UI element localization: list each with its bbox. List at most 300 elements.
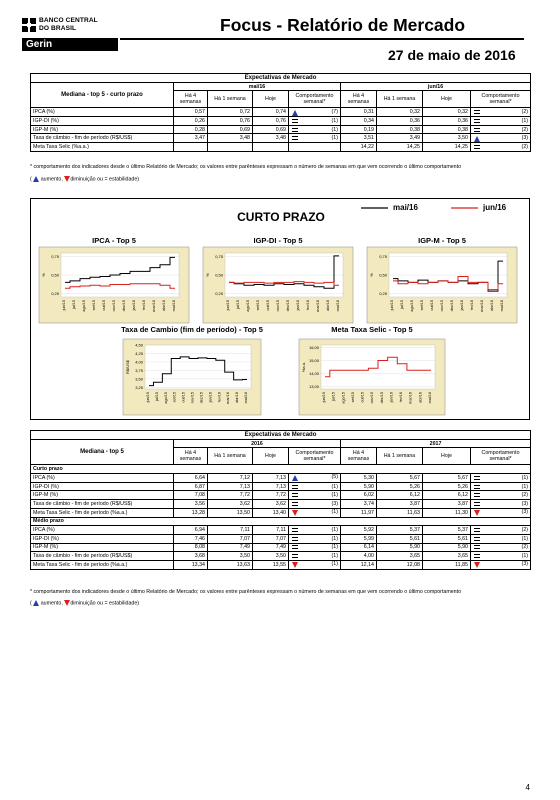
value-cell: 11,97	[341, 508, 377, 517]
unit-label: Gerin	[22, 38, 118, 51]
row-label: Meta Taxa Selic (%a.a.)	[31, 143, 174, 152]
section-row	[31, 465, 531, 474]
equals-icon	[292, 554, 298, 558]
mini-chart-2-xtick-1: jul/15	[400, 300, 404, 310]
weeks-count: (1)	[331, 561, 338, 568]
mini-chart-0-xtick-7: jan/16	[132, 300, 136, 311]
value-cell: 3,62	[208, 500, 253, 509]
section-label: Médio prazo	[31, 517, 531, 526]
row-label: Taxa de câmbio - fim de período (R$/US$)	[31, 134, 174, 143]
weeks-count: (2)	[521, 527, 529, 534]
table-row	[31, 508, 531, 517]
col-header-comp: Comportamento semanal*	[471, 91, 531, 108]
equals-icon	[474, 485, 480, 489]
equals-icon	[474, 545, 480, 549]
table-row	[31, 474, 531, 483]
mini-chart-0-title: IPCA - Top 5	[92, 236, 136, 245]
value-cell: 0,19	[341, 125, 377, 134]
equals-icon	[474, 145, 480, 149]
value-cell: 14,25	[377, 143, 423, 152]
mini-chart-2-xtick-5: nov/15	[440, 300, 444, 312]
mini-chart-3-xtick-6: dez/15	[199, 392, 204, 404]
value-cell: 0,26	[174, 117, 208, 126]
report-date: 27 de maio de 2016	[388, 47, 516, 63]
bank-name-line2: DO BRASIL	[39, 24, 77, 32]
value-cell: 6,12	[377, 491, 423, 500]
mini-chart-2-xtick-0: jun/15	[390, 300, 394, 311]
mini-chart-4-xtick-8: fev/16	[399, 392, 404, 403]
value-cell: 14,22	[341, 143, 377, 152]
weeks-count: (1)	[331, 535, 338, 542]
mini-chart-2-xtick-9: mar/16	[480, 300, 484, 312]
row-label: IGP-M (%)	[31, 125, 174, 134]
value-cell: 7,13	[253, 482, 289, 491]
mini-chart-3-ytick-2: 4,00	[135, 359, 143, 365]
triangle-up-icon	[292, 475, 298, 481]
value-cell: 0,32	[377, 108, 423, 117]
mini-chart-4-xtick-0: jun/15	[322, 392, 326, 403]
value-cell: 5,61	[423, 534, 471, 543]
equals-icon	[292, 128, 298, 132]
value-cell: 5,37	[423, 526, 471, 535]
triangle-down-icon	[292, 562, 298, 568]
legend-increase: aumento,	[40, 600, 63, 607]
legend-increase: aumento,	[40, 176, 63, 183]
short-term-charts-panel	[30, 198, 530, 420]
value-cell: 7,49	[208, 543, 253, 552]
weeks-count: (1)	[521, 535, 529, 542]
value-cell: 5,90	[423, 543, 471, 552]
mini-chart-3-xtick-10: abr/16	[235, 392, 240, 403]
col-header-h1: Há 1 semana	[208, 448, 253, 465]
value-cell: 0,69	[253, 125, 289, 134]
mini-chart-2-title: IGP-M - Top 5	[418, 236, 466, 245]
value-cell: 0,36	[377, 117, 423, 126]
mini-chart-1-title: IGP-DI - Top 5	[253, 236, 303, 245]
triangle-up-icon	[33, 176, 39, 182]
row-label: IGP-DI (%)	[31, 482, 174, 491]
value-cell: 6,87	[174, 482, 208, 491]
bcb-logo	[22, 16, 118, 56]
value-cell: 5,90	[377, 543, 423, 552]
value-cell: 7,08	[174, 491, 208, 500]
mini-chart-4-xtick-4: out/15	[360, 392, 365, 403]
value-cell	[208, 143, 253, 152]
mini-chart-3-xtick-7: jan/16	[208, 392, 213, 403]
mini-chart-0-xtick-10: abr/16	[162, 300, 166, 311]
trend-cell	[471, 134, 531, 143]
value-cell: 0,72	[208, 108, 253, 117]
weeks-count: (1)	[521, 117, 529, 124]
value-cell: 0,34	[341, 117, 377, 126]
weeks-count: (3)	[521, 561, 529, 568]
trend-cell	[289, 143, 341, 152]
mini-chart-3-ylabel: R$/US$	[125, 359, 130, 375]
value-cell: 0,76	[208, 117, 253, 126]
mini-chart-1-xtick-1: jul/15	[236, 300, 240, 310]
mini-chart-0-xtick-8: fev/16	[142, 300, 146, 311]
mini-chart-2-ytick-0: 0,75	[379, 254, 387, 260]
mini-chart-1-xtick-6: dez/15	[286, 300, 290, 312]
table2-footnote: * comportamento dos indicadores desde o último Relatório de Mercado; os valores entre parênteses expressam o número de semanas em que vem ocorrendo o último comportamento	[30, 589, 462, 595]
mini-chart-3-xtick-11: mai/16	[244, 392, 248, 404]
mini-chart-4-xtick-9: mar/16	[408, 392, 413, 404]
value-cell: 7,49	[253, 543, 289, 552]
triangle-up-icon	[33, 600, 39, 606]
mini-chart-0-ylabel: %	[41, 273, 46, 277]
mini-chart-1-xtick-11: mai/16	[336, 300, 340, 312]
trend-cell	[289, 125, 341, 134]
value-cell: 0,74	[253, 108, 289, 117]
mini-chart-4-ylabel: %a.a.	[301, 361, 306, 373]
mini-chart-4-ytick-0: 16,00	[308, 345, 319, 351]
col-header-comp: Comportamento semanal*	[289, 448, 341, 465]
mini-chart-4-ytick-3: 13,00	[308, 383, 319, 389]
mini-chart-1-xtick-3: set/15	[256, 300, 260, 311]
mini-chart-2-xtick-3: set/15	[420, 300, 424, 311]
mini-chart-4-xtick-5: nov/15	[370, 392, 375, 404]
value-cell: 13,34	[174, 560, 208, 569]
mini-chart-0-xtick-6: dez/15	[122, 300, 126, 312]
value-cell: 11,30	[423, 508, 471, 517]
trend-cell	[471, 491, 531, 500]
mini-chart-0-xtick-2: ago/15	[82, 300, 86, 312]
value-cell: 7,11	[208, 526, 253, 535]
table-row	[31, 526, 531, 535]
row-label: Meta Taxa Selic - fim de período (%a.a.)	[31, 560, 174, 569]
trend-cell	[289, 552, 341, 561]
table1-row-header: Mediana - top 5 - curto prazo	[31, 82, 174, 108]
mini-chart-2-ytick-1: 0,50	[379, 272, 387, 278]
col-header-hoje: Hoje	[423, 448, 471, 465]
mini-chart-4-xtick-7: jan/16	[389, 392, 394, 403]
mini-chart-0-ytick-2: 0,25	[51, 290, 59, 296]
value-cell: 13,28	[174, 508, 208, 517]
legend-label-mai16: mai/16	[393, 203, 418, 212]
table2-year-1: 2017	[341, 439, 531, 448]
weeks-count: (1)	[331, 483, 338, 490]
value-cell: 4,00	[341, 552, 377, 561]
row-label: Taxa de câmbio - fim de período (R$/US$)	[31, 552, 174, 561]
mini-chart-4-xtick-3: set/15	[350, 392, 355, 403]
value-cell: 7,72	[253, 491, 289, 500]
weeks-count: (7)	[331, 108, 338, 115]
mini-chart-3-title: Taxa de Cambio (fim de período) - Top 5	[121, 325, 263, 334]
mini-chart-3-xtick-5: nov/15	[190, 392, 195, 404]
trend-cell	[471, 482, 531, 491]
mini-chart-2-xtick-7: jan/16	[460, 300, 464, 311]
weeks-count: (3)	[331, 500, 338, 507]
page-number: 4	[525, 783, 530, 792]
mini-chart-4-xtick-2: ago/15	[341, 392, 346, 404]
equals-icon	[474, 502, 480, 506]
value-cell: 5,90	[341, 482, 377, 491]
value-cell: 11,63	[377, 508, 423, 517]
col-header-hoje: Hoje	[253, 448, 289, 465]
weeks-count: (3)	[521, 500, 529, 507]
trend-cell	[289, 508, 341, 517]
weeks-count: (1)	[331, 553, 338, 560]
row-label: IGP-DI (%)	[31, 534, 174, 543]
table-row	[31, 117, 531, 126]
mini-chart-0-xtick-9: mar/16	[152, 300, 156, 312]
mini-chart-3-ytick-5: 3,25	[135, 384, 143, 390]
mini-chart-3-xtick-9: mar/16	[226, 392, 231, 404]
panel-title: CURTO PRAZO	[237, 210, 325, 224]
trend-cell	[289, 474, 341, 483]
value-cell: 13,40	[253, 508, 289, 517]
trend-cell	[289, 117, 341, 126]
mini-chart-0-xtick-0: jun/15	[62, 300, 66, 311]
col-header-h4: Há 4 semanas	[341, 448, 377, 465]
value-cell: 3,87	[423, 500, 471, 509]
trend-cell	[471, 560, 531, 569]
value-cell: 3,51	[341, 134, 377, 143]
mini-chart-0-xtick-1: jul/15	[72, 300, 76, 310]
mini-chart-4-xtick-11: mai/16	[428, 392, 432, 404]
weeks-count: (3)	[521, 134, 529, 141]
mini-chart-3-ytick-0: 4,50	[135, 342, 143, 348]
mini-chart-1-xtick-5: nov/15	[276, 300, 280, 312]
mini-chart-0-ytick-0: 0,75	[51, 254, 59, 260]
trend-cell	[471, 500, 531, 509]
value-cell: 14,25	[423, 143, 471, 152]
value-cell: 3,47	[174, 134, 208, 143]
value-cell: 3,50	[423, 134, 471, 143]
equals-icon	[474, 476, 480, 480]
value-cell: 7,11	[253, 526, 289, 535]
value-cell: 0,31	[341, 108, 377, 117]
equals-icon	[292, 136, 298, 140]
value-cell: 0,76	[253, 117, 289, 126]
mini-chart-2-ylabel: %	[369, 273, 374, 277]
mini-chart-3-xtick-8: fev/16	[217, 392, 222, 403]
value-cell: 7,13	[208, 482, 253, 491]
table-row	[31, 552, 531, 561]
expectations-table-annual	[30, 430, 531, 570]
col-header-h1: Há 1 semana	[208, 91, 253, 108]
mini-chart-1-xtick-9: mar/16	[316, 300, 320, 312]
value-cell: 13,55	[253, 560, 289, 569]
value-cell: 12,14	[341, 560, 377, 569]
value-cell: 8,08	[174, 543, 208, 552]
value-cell: 5,37	[377, 526, 423, 535]
table-row	[31, 500, 531, 509]
value-cell: 0,69	[208, 125, 253, 134]
value-cell: 6,12	[423, 491, 471, 500]
col-header-hoje: Hoje	[253, 91, 289, 108]
value-cell: 7,13	[253, 474, 289, 483]
value-cell: 3,56	[174, 500, 208, 509]
weeks-count: (1)	[331, 126, 338, 133]
mini-chart-2-xtick-11: mai/16	[500, 300, 504, 312]
mini-chart-1-xtick-4: out/15	[266, 300, 270, 311]
value-cell	[253, 143, 289, 152]
trend-cell	[289, 134, 341, 143]
weeks-count: (1)	[521, 553, 529, 560]
legend-label-jun16: jun/16	[483, 203, 507, 212]
value-cell: 6,64	[174, 474, 208, 483]
table1-period-1: jun/16	[341, 82, 531, 91]
col-header-h1: Há 1 semana	[377, 91, 423, 108]
trend-cell	[289, 491, 341, 500]
row-label: IGP-M (%)	[31, 543, 174, 552]
weeks-count: (1)	[331, 492, 338, 499]
trend-cell	[471, 125, 531, 134]
table-row	[31, 534, 531, 543]
mini-chart-2-ytick-2: 0,25	[379, 290, 387, 296]
weeks-count: (1)	[331, 527, 338, 534]
table-row	[31, 125, 531, 134]
equals-icon	[474, 493, 480, 497]
mini-chart-0-xtick-5: nov/15	[112, 300, 116, 312]
bcb-logo-icon	[22, 18, 36, 32]
mini-chart-2-xtick-8: fev/16	[470, 300, 474, 311]
value-cell: 7,12	[208, 474, 253, 483]
mini-chart-3-xtick-0: jun/15	[146, 392, 150, 403]
equals-icon	[292, 528, 298, 532]
value-cell: 3,65	[377, 552, 423, 561]
equals-icon	[474, 119, 480, 123]
mini-chart-3-ytick-1: 4,25	[135, 350, 143, 356]
weeks-count: (2)	[521, 109, 529, 116]
mini-chart-4-xtick-1: jul/15	[331, 392, 336, 402]
value-cell: 11,85	[423, 560, 471, 569]
table1-footnote: * comportamento dos indicadores desde o último Relatório de Mercado; os valores entre parênteses expressam o número de semanas em que vem ocorrendo o último comportamento	[30, 164, 462, 170]
value-cell: 3,50	[208, 552, 253, 561]
value-cell: 5,61	[377, 534, 423, 543]
weeks-count: (2)	[521, 126, 529, 133]
value-cell: 5,26	[423, 482, 471, 491]
row-label: IGP-DI (%)	[31, 117, 174, 126]
equals-icon	[292, 537, 298, 541]
mini-chart-4-title: Meta Taxa Selic - Top 5	[331, 325, 413, 334]
trend-cell	[289, 534, 341, 543]
value-cell: 0,57	[174, 108, 208, 117]
value-cell: 6,94	[174, 526, 208, 535]
mini-chart-0-xtick-3: set/15	[92, 300, 96, 311]
value-cell: 3,68	[174, 552, 208, 561]
value-cell: 7,07	[253, 534, 289, 543]
legend-decrease: diminuição ou = estabilidade)	[70, 176, 140, 183]
trend-cell	[471, 143, 531, 152]
triangle-up-icon	[292, 110, 298, 116]
page-title: Focus - Relatório de Mercado	[220, 15, 466, 35]
row-label: IPCA (%)	[31, 108, 174, 117]
mini-chart-4-ytick-2: 14,00	[308, 370, 319, 376]
mini-chart-1-xtick-7: jan/16	[296, 300, 300, 311]
value-cell: 7,07	[208, 534, 253, 543]
value-cell: 13,63	[208, 560, 253, 569]
trend-cell	[471, 508, 531, 517]
value-cell: 0,38	[423, 125, 471, 134]
triangle-down-icon	[474, 562, 480, 568]
row-label: IPCA (%)	[31, 526, 174, 535]
mini-chart-2-xtick-10: abr/16	[490, 300, 494, 311]
trend-cell	[289, 108, 341, 117]
weeks-count: (1)	[521, 474, 529, 481]
trend-cell	[471, 534, 531, 543]
mini-chart-4-ytick-1: 15,00	[308, 358, 319, 364]
mini-chart-2-xtick-4: out/15	[430, 300, 434, 311]
weeks-count: (2)	[521, 492, 529, 499]
trend-cell	[289, 500, 341, 509]
mini-chart-4-xtick-10: abr/16	[418, 392, 423, 403]
mini-chart-3-ytick-4: 3,50	[135, 376, 143, 382]
section-label: Curto prazo	[31, 465, 531, 474]
trend-cell	[471, 552, 531, 561]
value-cell: 0,38	[377, 125, 423, 134]
table-row	[31, 134, 531, 143]
equals-icon	[292, 119, 298, 123]
row-label: Meta Taxa Selic - fim de período (%a.a.)	[31, 508, 174, 517]
triangle-up-icon	[474, 136, 480, 142]
value-cell: 12,08	[377, 560, 423, 569]
table1-legend: ( aumento, diminuição ou = estabilidade)	[30, 176, 140, 183]
weeks-count: (2)	[521, 544, 529, 551]
value-cell: 5,67	[423, 474, 471, 483]
weeks-count: (5)	[331, 474, 338, 481]
equals-icon	[292, 493, 298, 497]
weeks-count: (1)	[331, 509, 338, 516]
col-header-h4: Há 4 semanas	[174, 91, 208, 108]
mini-chart-1-xtick-0: jun/15	[226, 300, 230, 311]
equals-icon	[474, 128, 480, 132]
col-header-h4: Há 4 semanas	[174, 448, 208, 465]
value-cell: 7,46	[174, 534, 208, 543]
mini-chart-1-ytick-0: 0,75	[215, 254, 223, 260]
table-row	[31, 482, 531, 491]
weeks-count: (2)	[521, 143, 529, 150]
row-label: IPCA (%)	[31, 474, 174, 483]
equals-icon	[474, 110, 480, 114]
trend-cell	[289, 526, 341, 535]
equals-icon	[474, 537, 480, 541]
value-cell: 13,50	[208, 508, 253, 517]
equals-icon	[474, 528, 480, 532]
value-cell: 5,26	[377, 482, 423, 491]
value-cell: 3,65	[423, 552, 471, 561]
mini-chart-3-xtick-4: out/15	[181, 392, 186, 403]
table-row	[31, 491, 531, 500]
table-row	[31, 143, 531, 152]
weeks-count: (1)	[331, 117, 338, 124]
value-cell	[174, 143, 208, 152]
value-cell: 5,67	[377, 474, 423, 483]
mini-chart-1-xtick-8: fev/16	[306, 300, 310, 311]
table2-year-0: 2016	[174, 439, 341, 448]
table-row	[31, 108, 531, 117]
mini-chart-1-ylabel: %	[205, 273, 210, 277]
section-row	[31, 517, 531, 526]
value-cell: 5,92	[341, 526, 377, 535]
mini-chart-2-xtick-2: ago/15	[410, 300, 414, 312]
col-header-comp: Comportamento semanal*	[289, 91, 341, 108]
legend-decrease: diminuição ou = estabilidade)	[70, 600, 140, 607]
value-cell: 3,49	[377, 134, 423, 143]
triangle-down-icon	[474, 510, 480, 516]
weeks-count: (1)	[331, 544, 338, 551]
equals-icon	[474, 554, 480, 558]
value-cell: 6,14	[341, 543, 377, 552]
weeks-count: (3)	[521, 509, 529, 516]
value-cell: 3,62	[253, 500, 289, 509]
row-label: IGP-M (%)	[31, 491, 174, 500]
mini-chart-0-xtick-4: out/15	[102, 300, 106, 311]
expectations-table-short	[30, 73, 531, 152]
weeks-count: (1)	[331, 135, 338, 142]
mini-chart-3-xtick-2: ago/15	[163, 392, 168, 404]
